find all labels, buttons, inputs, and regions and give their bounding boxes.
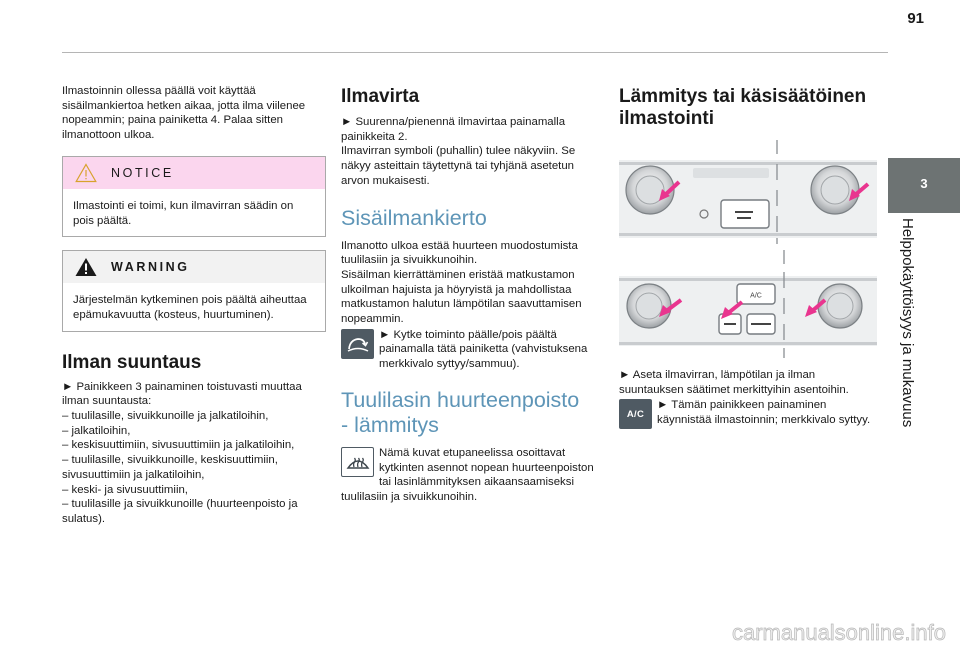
footer-watermark [650, 620, 950, 648]
section-heading-recirculation: Sisäilmankierto [341, 205, 487, 230]
airflow-description: Ilmavirran symboli (puhallin) tulee näkyviin. Se näkyy asteittain täytettynä tai tyhjänä asetetun arvon mukaisesti. [341, 145, 576, 187]
warning-text: Järjestelmän kytkeminen pois päältä aiheuttaa epämukavuutta (kosteus, huurtuminen). [73, 294, 307, 321]
notice-header [63, 157, 325, 189]
recirculation-step: ► Kytke toiminto päälle/pois päältä painamalla tätä painiketta (vahvistuksena merkkivalo syttyy/sammuu). [379, 328, 588, 371]
warning-box [62, 250, 326, 331]
control-panel-illustration-2 [619, 250, 877, 358]
section-heading-defrost [341, 388, 599, 438]
heating-step: ► Aseta ilmavirran, lämpötilan ja ilman suuntauksen säätimet merkittyihin asentoihin. [619, 369, 849, 396]
warning-body [63, 283, 325, 330]
airflow-step: ► Suurenna/pienennä ilmavirtaa painamalla painikkeita 2. [341, 116, 566, 143]
warning-header [63, 251, 325, 283]
recirculation-icon [346, 334, 370, 354]
ac-icon [619, 399, 652, 429]
column-2 [341, 86, 599, 505]
windscreen-defrost-icon [341, 447, 374, 477]
heating-heading-line1: Lämmitys tai käsisäätöinen [619, 86, 867, 107]
heating-heading-line2: ilmastointi [619, 108, 715, 129]
notice-title: NOTICE [111, 165, 174, 180]
chapter-tab [888, 158, 960, 213]
control-panel-illustration-1 [619, 138, 877, 246]
list-item: – keskisuuttimiin, sivusuuttimiin ja jalkatiloihin, [62, 439, 295, 452]
notice-box [62, 156, 326, 237]
section-heading-heating [619, 86, 877, 130]
windscreen-defrost-icon [345, 451, 371, 473]
chapter-title: Helppokäyttöisyys ja mukavuus [899, 218, 916, 428]
ac-icon-label: A/C [626, 408, 645, 420]
list-item: – tuulilasille ja sivuikkunoille (huurteenpoisto ja sulatus). [62, 498, 298, 525]
defrost-heading-line2: - lämmitys [341, 412, 439, 437]
warning-triangle-icon [75, 257, 97, 277]
ac-button-label: A/C [750, 292, 762, 300]
column-1 [62, 84, 326, 527]
ac-step: ► Tämän painikkeen painaminen käynnistää ilmastoinnin; merkkivalo syttyy. [657, 399, 871, 427]
air-direction-lead: ► Painikkeen 3 painaminen toistuvasti muuttaa ilman suuntausta: [62, 380, 302, 408]
intro-paragraph: Ilmastoinnin ollessa päällä voit käyttää sisäilmankiertoa hetken aikaa, jotta ilma viilenee nopeammin; paina painiketta 4. Palaa sitten ilmanottoon ulkoa. [62, 85, 306, 142]
page-number: 91 [907, 10, 924, 27]
recirculation-p1: Ilmanotto ulkoa estää huurteen muodostumista tuulilasiin ja sivuikkunoihin. [341, 239, 578, 267]
column-3 [619, 86, 877, 430]
warning-triangle-icon [75, 163, 97, 183]
warning-title: WARNING [111, 260, 190, 275]
list-item: – tuulilasille, sivuikkunoille ja jalkatiloihin, [62, 410, 269, 423]
list-item: – jalkatiloihin, [62, 424, 131, 437]
list-item: – keski- ja sivusuuttimiin, [62, 483, 188, 496]
notice-text: Ilmastointi ei toimi, kun ilmavirran säädin on pois päältä. [73, 199, 294, 227]
notice-body [63, 189, 325, 236]
defrost-heading-line1: Tuulilasin huurteenpoisto [341, 387, 580, 412]
recirculation-p2: Sisäilman kierrättäminen eristää matkustamon ulkoilman hajuista ja höyryistä ja mahdollistaa matkustamon halutun lämpötilan saavuttamisen nopeammin. [341, 268, 582, 326]
defrost-paragraph: Nämä kuvat etupaneelissa osoittavat kytkinten asennot nopean huurteenpoiston tai lasinlämmityksen aikaansaamiseksi tuulilasiin ja sivuikkunoihin. [341, 446, 594, 503]
recirculation-icon [341, 329, 374, 359]
section-heading-air-direction: Ilman suuntaus [62, 351, 202, 373]
section-heading-airflow: Ilmavirta [341, 86, 420, 107]
list-item: – tuulilasille, sivuikkunoille, keskisuuttimiin, sivusuuttimiin ja jalkatiloihin, [62, 454, 278, 481]
header-rule [62, 52, 888, 53]
chapter-number: 3 [920, 176, 928, 191]
watermark-text: carmanualsonline.info [731, 620, 946, 645]
